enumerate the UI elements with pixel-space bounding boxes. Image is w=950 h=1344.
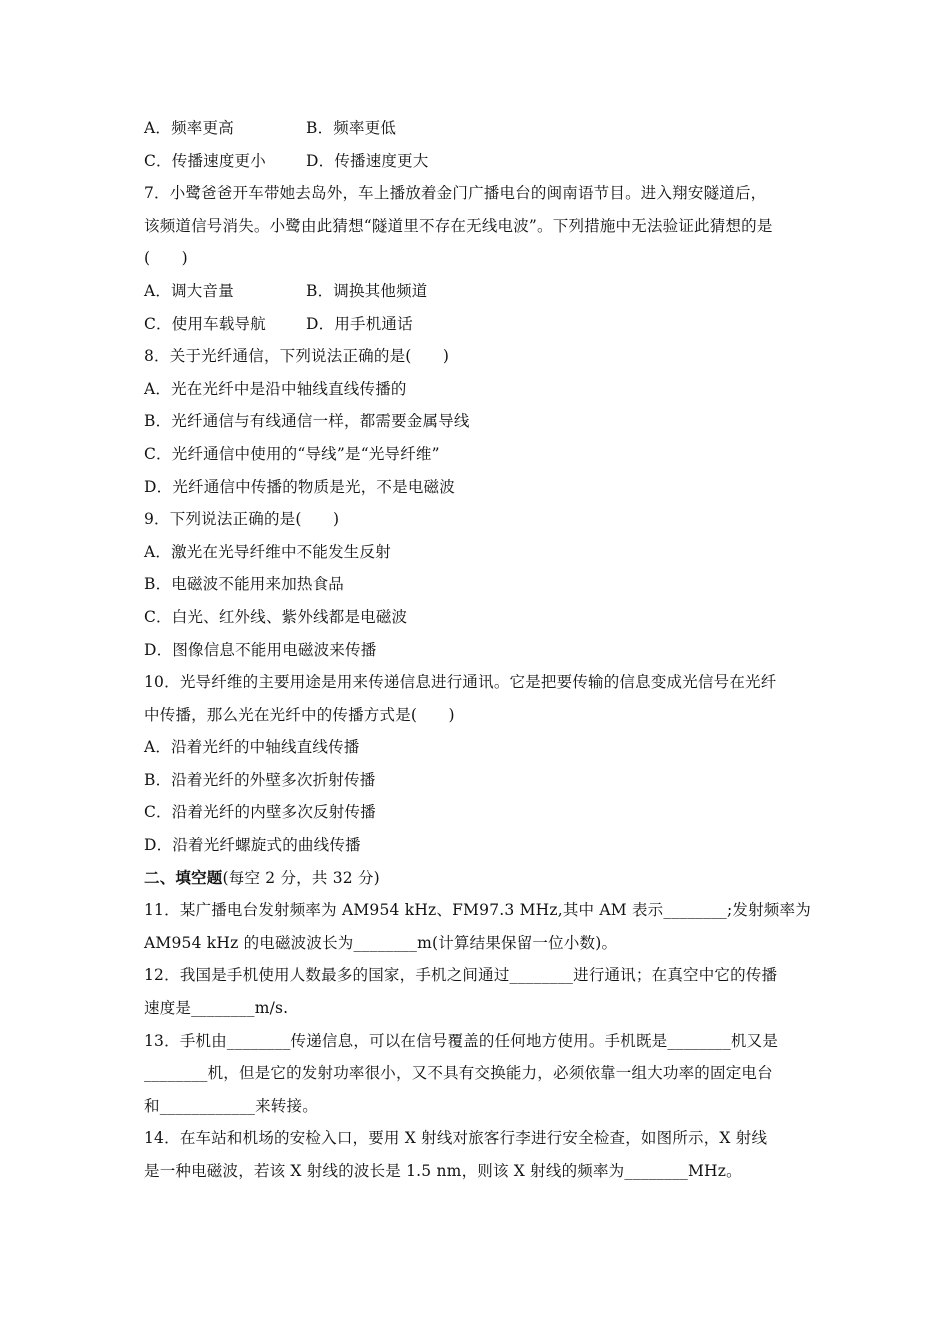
section-scoring-note: (每空 2 分，共 32 分) bbox=[222, 868, 380, 887]
q7-option-d: D．用手机通话 bbox=[306, 314, 413, 333]
q13-line-1: 13．手机由________传递信息，可以在信号覆盖的任何地方使用。手机既是________机又是 bbox=[144, 1031, 779, 1050]
q9-stem: 9．下列说法正确的是( ) bbox=[144, 510, 340, 529]
q9-option-c: C．白光、红外线、紫外线都是电磁波 bbox=[144, 607, 408, 626]
q6-options-ab bbox=[144, 112, 814, 145]
q7-options-ab bbox=[144, 275, 814, 308]
q9-option-b: B．电磁波不能用来加热食品 bbox=[144, 575, 344, 594]
q7-options-cd bbox=[144, 308, 814, 341]
q8-option-d: D．光纤通信中传播的物质是光，不是电磁波 bbox=[144, 477, 455, 496]
q9-option-d: D．图像信息不能用电磁波来传播 bbox=[144, 640, 377, 659]
q11-line-2: AM954 kHz 的电磁波波长为________m(计算结果保留一位小数)。 bbox=[144, 933, 618, 952]
section-title: 二、填空题 bbox=[144, 867, 223, 887]
q10-stem-line-1: 10．光导纤维的主要用途是用来传递信息进行通讯。它是把要传输的信息变成光信号在光纤 bbox=[144, 673, 777, 692]
q12-line-2: 速度是________m/s. bbox=[144, 999, 289, 1018]
q6-option-a: A．频率更高 bbox=[144, 119, 234, 137]
q7-stem-line-3: ( ) bbox=[144, 249, 188, 268]
q13-line-2: ________机，但是它的发射功率很小，又不具有交换能力，必须依靠一组大功率的固定电台 bbox=[144, 1064, 773, 1083]
q8-option-a: A．光在光纤中是沿中轴线直线传播的 bbox=[144, 379, 407, 398]
exam-page bbox=[144, 112, 814, 1188]
q8-option-c: C．光纤通信中使用的“导线”是“光导纤维” bbox=[144, 444, 440, 463]
q9-option-a: A．激光在光导纤维中不能发生反射 bbox=[144, 542, 391, 561]
q7-option-a: A．调大音量 bbox=[144, 281, 234, 300]
q6-option-d: D．传播速度更大 bbox=[306, 151, 429, 170]
q12-line-1: 12．我国是手机使用人数最多的国家，手机之间通过________进行通讯；在真空中它的传播 bbox=[144, 966, 778, 985]
q10-option-d: D．沿着光纤螺旋式的曲线传播 bbox=[144, 836, 361, 855]
q10-stem-line-2: 中传播，那么光在光纤中的传播方式是( ) bbox=[144, 705, 455, 724]
q10-option-c: C．沿着光纤的内壁多次反射传播 bbox=[144, 803, 376, 822]
q14-line-1: 14．在车站和机场的安检入口，要用 X 射线对旅客行李进行安全检查，如图所示，X 射线 bbox=[144, 1129, 768, 1148]
q6-option-b: B．频率更低 bbox=[306, 119, 397, 137]
q6-options-cd bbox=[144, 145, 814, 178]
q10-option-b: B．沿着光纤的外壁多次折射传播 bbox=[144, 770, 376, 789]
q14-line-2: 是一种电磁波，若该 X 射线的波长是 1.5 nm，则该 X 射线的频率为________MHz。 bbox=[144, 1162, 742, 1180]
q6-option-c: C．传播速度更小 bbox=[144, 151, 266, 170]
q10-option-a: A．沿着光纤的中轴线直线传播 bbox=[144, 738, 360, 757]
section-heading bbox=[144, 862, 814, 895]
q11-line-1: 11．某广播电台发射频率为 AM954 kHz、FM97.3 MHz,其中 AM 表示________;发射频率为 bbox=[144, 901, 811, 920]
q7-option-c: C．使用车载导航 bbox=[144, 314, 266, 333]
q8-stem: 8．关于光纤通信，下列说法正确的是( ) bbox=[144, 347, 450, 366]
q8-option-b: B．光纤通信与有线通信一样，都需要金属导线 bbox=[144, 412, 470, 431]
q7-stem-line-2: 该频道信号消失。小鹭由此猜想“隧道里不存在无线电波”。下列措施中无法验证此猜想的是 bbox=[144, 216, 773, 235]
q7-option-b: B．调换其他频道 bbox=[306, 281, 428, 300]
q13-line-3: 和____________来转接。 bbox=[144, 1096, 318, 1115]
q7-stem-line-1: 7．小鹭爸爸开车带她去岛外，车上播放着金门广播电台的闽南语节目。进入翔安隧道后， bbox=[144, 184, 767, 203]
